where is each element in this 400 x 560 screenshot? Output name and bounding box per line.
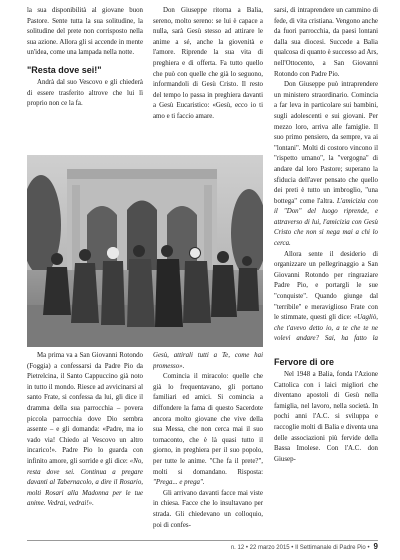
article-column-2-continued	[153, 351, 263, 535]
paragraph	[274, 250, 378, 345]
paragraph-text: Ma prima va a San Giovanni Rotondo (Foggia) a confessarsi da Padre Pio da Pietrelcina, il Santo Cappuccino già noto in tutto il mondo. Riesce ad avvicinarsi al santo Frate, si confessa da lui, gli dice il dramma della sua parrocchia – povera piccola parrocchia dove Dio sembra assente – e gli domanda: «Padre, ma io vado via! Chiedo al Vescovo un altro incarico!». Padre Pio lo guarda con infinito amore, gli sorride e gli dice:	[27, 352, 143, 465]
paragraph: Andrà dal suo Vescovo e gli chiederà di essere trasferito altrove che lui lì proprio non ce la fa.	[27, 78, 143, 108]
page-footer	[27, 540, 378, 555]
paragraph: Gli arrivano davanti facce mai viste in chiesa. Facce che lo insultavano per strada. Gli chiedevano un colloquio, poi di confes-	[153, 489, 263, 529]
paragraph-text: Allora sente il desiderio di organizzare un pellegrinaggio a San Giovanni Rotondo per ringraziare Padre Pio, e portargli le sue "conquiste". Quando giunge dal "terribile" e meraviglioso Frate con le stimmate, questi gli dice:	[274, 250, 378, 322]
footer-text: n. 12 • 22 marzo 2015 • Il Settimanale di Padre Pio •	[230, 545, 370, 551]
paragraph	[274, 80, 378, 250]
paragraph-text: Comincia il miracolo: quelle che già lo frequentavano, gli portano familiari ed amici. Si comincia a diffondere la fama di questo Sacerdote ancora molto giovane che vive della sua Messa, che non cerca mai il suo tornaconto, che è là quasi tutto il giorno, in preghiera per il suo popolo, per tutte le anime. "Che fa il prete?", molti si domandano. Risposta:	[153, 373, 263, 476]
paragraph: la sua disponibilità al giovane buon Pastore. Sente tutta la sua solitudine, la solitudine del prete non corrisposto nella sua azione. Allora gli si accende in mente un'idea, come una lampada nella notte.	[27, 7, 143, 57]
paragraph: Don Giuseppe ritorna a Balia, sereno, molto sereno: se lui è capace a nulla, sarà Gesù stesso ad attirare le anime a sé, anche la giovenità e l'amore. Riprende la sua vita di preghiera e di offerta. Fa tutto quello che può con quelle che già lo seguono, informandoli di Gesù Cristo. Il resto del tempo lo passa in preghiera davanti a Gesù Eucaristico: «Gesù, ecco io ti amo e ti faccio amare.	[153, 7, 263, 120]
quote-text: «Uagliò, che t'avevo detto io, a te che te ne volevi andare? Sai, ha fatto la	[274, 314, 378, 343]
paragraph	[153, 372, 263, 489]
italic-text: "Prega... e prega".	[153, 479, 205, 487]
paragraph: Gesù, attirali tutti a Te, come hai promesso».	[153, 352, 263, 370]
article-column-2	[153, 6, 263, 162]
quote-text: «No, resta dove sei. Continua a pregare davanti al Tabernacolo, a dire il Rosario, molti Rosari alla Madonna per le tue anime. Vedrai, vedrai!».	[27, 457, 143, 508]
article-photo	[27, 155, 263, 347]
paragraph-text: Don Giuseppe può intraprendere un ministero straordinario. Comincia a far leva in particolare sui bambini, sugli adolescenti e sui giovani. Per mezzo loro, arriva alle famiglie. Il suo primo pensiero, da sempre, va ai "lontani". Molti di costoro vincono il "rispetto umano", la "vergogna" di andare dal loro Pastore; superano la sfiducia dell'aver pensato che quello dei preti è tutto un imbroglio, "una bottega" come l'altra.	[274, 81, 378, 205]
article-column-3	[274, 6, 378, 345]
article-column-1-continued	[27, 351, 143, 535]
italic-text: L'amicizia con il "Don" del luogo riprende, e attraverso di lui, l'amicizia con Gesù Cristo che non si nega mai a chi lo cerca.	[274, 197, 378, 248]
article-column-3-continued	[274, 351, 378, 535]
photo-illustration	[27, 155, 263, 347]
page-number: 9	[373, 542, 378, 551]
paragraph	[274, 6, 378, 80]
paragraph-text: sarsi, di intraprendere un cammino di fede, di vita cristiana. Vengono anche da fuori parrocchia, da paesi lontani dalla sua diocesi. Succede a Balia qualcosa di quanto è successo ad Ars, nell'Ottocento, a San Giovanni Rotondo con Padre Pio.	[274, 7, 378, 78]
paragraph	[27, 351, 143, 510]
section-heading: "Resta dove sei!"	[27, 64, 102, 75]
paragraph: Nel 1948 a Balia, fonda l'Azione Cattolica con i laici migliori che diventano apostoli di Gesù nella famiglia, nel lavoro, nella società. In pochi anni l'A.C. si sviluppa e raccoglie molti di Balia e diventa una delle associazioni più fervide della Bassa Imolese. Con l'A.C. don Giusep-	[274, 371, 378, 463]
section-heading: Fervore di ore	[274, 357, 335, 367]
